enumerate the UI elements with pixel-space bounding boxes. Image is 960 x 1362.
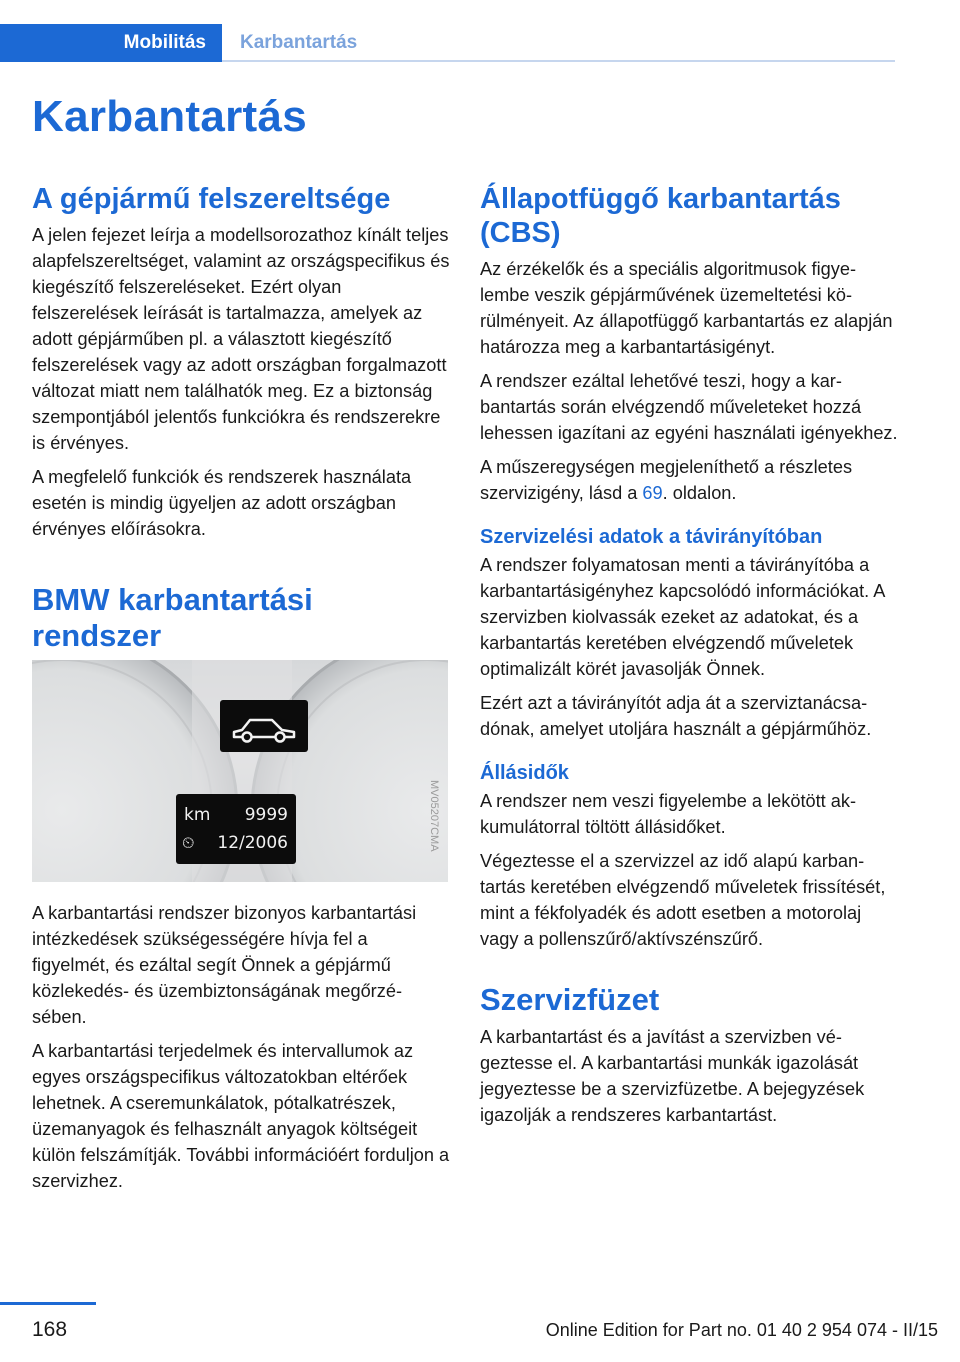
paragraph [480, 454, 898, 506]
paragraph: A karbantartási terjedelmek és intervallumok az egyes országspecifikus változatokban eltérőek lehetnek. A cseremunkálatok, pótalkatrészek, üzemanyagok és felhasznált anyagok költségeit külön felszámítják. További információért forduljon a szervizhez. [32, 1041, 450, 1191]
header-divider [222, 60, 895, 62]
paragraph: Az érzékelők és a speciális algoritmusok figyelembe veszik gépjárművének üzemeltetési körülményeit. Az állapotfüggő karbantartás ez alapján határozza meg a karbantartásigényt. [480, 259, 893, 357]
service-display [220, 700, 308, 752]
tab-mobilitas[interactable]: Mobilitás [123, 32, 206, 53]
paragraph: A karbantartási rendszer bizonyos karbantartási intézkedések szükségességére hívja fel a figyelmét, és ezáltal segít Önnek a gépjármű közlekedés- és üzembiztonságának megőrzésében. [32, 903, 417, 1027]
section-heading-bmw-maintenance: BMW karbantartási rendszer [32, 582, 313, 653]
subheading-remote-data: Szervizelési adatok a távirányítóban [480, 526, 823, 548]
paragraph: A rendszer folyamatosan menti a távirányítóba a karbantartásigényhez kapcsolódó információkat. A szervizben kiolvassák ezeket az adatokat, és a karbantartás keretében elvégzendő műveletek optimalizált körét javasolják Önnek. [480, 555, 885, 679]
text: . oldalon. [662, 483, 737, 503]
left-column [32, 182, 450, 1202]
page-title: Karbantartás [32, 92, 308, 141]
paragraph: A jelen fejezet leírja a modellsorozathoz kínált teljes alapfelszereltséget, valamint az országspecifikus és kiegészítő felszereléseket. Ezért olyan felszerelések leírását is tartalmazza, amelyek az adott gépjárműben pl. a választott kiegészítő felszerelések vagy az adott országban forgalmazott változat miatt nem találhatók meg. Ez a biztonság szempontjából jelentős funkciókra és rendszerekre is érvényes. [32, 225, 450, 453]
right-column [480, 182, 898, 1136]
tab-karbantartas[interactable]: Karbantartás [240, 32, 358, 53]
paragraph: Végeztesse el a szervizzel az idő alapú karbantartás keretében elvégzendő műveletek frissítését, mint a fékfolyadék és adott esetben a motorolaj vagy a pollenszűrő/aktívszénszűrő. [480, 851, 886, 949]
odometer-unit: km [184, 805, 211, 825]
service-date: 12/2006 [217, 833, 288, 853]
section-heading-equipment: A gépjármű felszereltsége [32, 183, 391, 215]
odometer-value: 9999 [244, 805, 288, 825]
edition-info: Online Edition for Part no. 01 40 2 954 074 - II/15 [545, 1320, 938, 1340]
subheading-idle-times: Állásidők [480, 762, 569, 784]
section-heading-cbs: Állapotfüggő karbantartás (CBS) [480, 183, 841, 249]
page-link-69[interactable]: 69 [642, 483, 663, 503]
paragraph: A rendszer ezáltal lehetővé teszi, hogy a karbantartás során elvégzendő műveleteket hozzá lehessen igazítani az egyéni használati igényekhez. [480, 371, 898, 443]
car-service-icon [220, 700, 308, 752]
paragraph: A rendszer nem veszi figyelembe a lekötött akkumulátorral töltött állásidőket. [480, 791, 857, 837]
instrument-cluster-figure [32, 660, 448, 882]
paragraph: Ezért azt a távirányítót adja át a szerviztanácsadónak, amelyet utoljára használt a gépjárműhöz. [480, 693, 872, 739]
paragraph: A karbantartást és a javítást a szervizben végeztesse el. A karbantartási munkák igazolását jegyeztesse be a szervizfüzetbe. A bejegyzések igazolják a rendszeres karbantartást. [480, 1027, 865, 1125]
paragraph: A megfelelő funkciók és rendszerek használata esetén is mindig ügyeljen az adott országban érvényes előírásokra. [32, 467, 412, 539]
figure-code: MV05207CMA [428, 780, 440, 852]
section-heading-service-booklet: Szervizfüzet [480, 982, 660, 1017]
odometer-display [176, 794, 296, 864]
clock-icon: ⏲ [182, 833, 195, 852]
footer-accent-line [0, 1302, 96, 1305]
text: A műszeregységen megjeleníthető a részletes szervizigény, lásd a [480, 457, 853, 503]
page-number: 168 [32, 1318, 68, 1341]
